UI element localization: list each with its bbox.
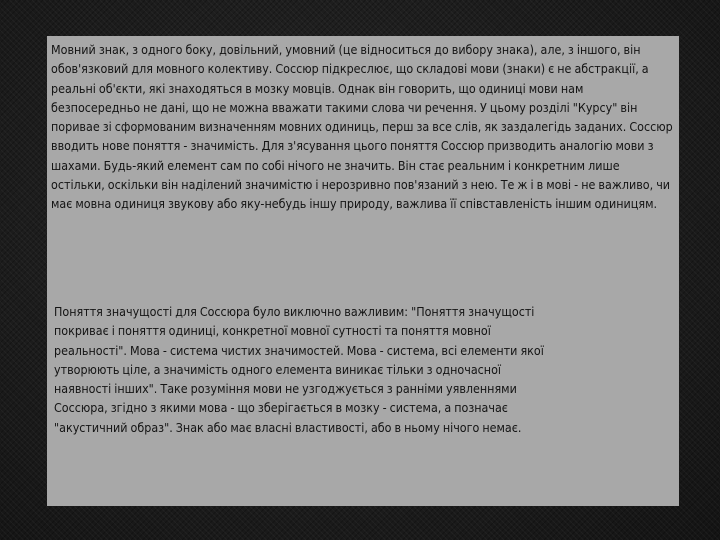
paragraph-value-concept: Поняття значущості для Соссюра було виключно важливим: "Поняття значущості покриває і поняття одиниці, конкретної мовної сутності та поняття мовної реальності". Мова - система чистих значимостей. Мова - система, всі елементи якої утворюють ціле, а значимість одного елемента виникає тільки з одночасної наявності інших". Таке розуміння мови не узгоджується з ранніми уявленнями Соссюра, згідно з якими мова - що зберігається в мозку - система, а позначає "акустичний образ". Знак або має власні властивості, або в ньому нічого немає. [54, 304, 544, 435]
paragraph-significance: Мовний знак, з одного боку, довільний, умовний (це відноситься до вибору знака), але, з іншого, він обов'язковий для мовного колективу. Соссюр підкреслює, що складові мови (знаки) є не абстракції, а реальні об'єкти, які знаходяться в мозку мовців. Однак він говорить, що одиниці мови нам безпосередньо не дані, що не можна вважати такими слова чи речення. У цьому розділі "Курсу" він поривае зі сформованим визначенням мовних одиниць, перш за все слів, як заздалегідь заданих. Соссюр вводить нове поняття - значимість. Для з'ясування цього поняття Соссюр призводить аналогію мови з шахами. Будь-який елемент сам по собі нічого не значить. Він стає реальним і конкретним лише остільки, оскільки він наділений значимістю і нерозривно пов'язаний з нею. Те ж і в мові - не важливо, чи має мовна одиниця звукову або яку-небудь іншу природу, важлива її співставленість іншим одиницям. [51, 42, 673, 212]
content-panel [47, 36, 679, 506]
